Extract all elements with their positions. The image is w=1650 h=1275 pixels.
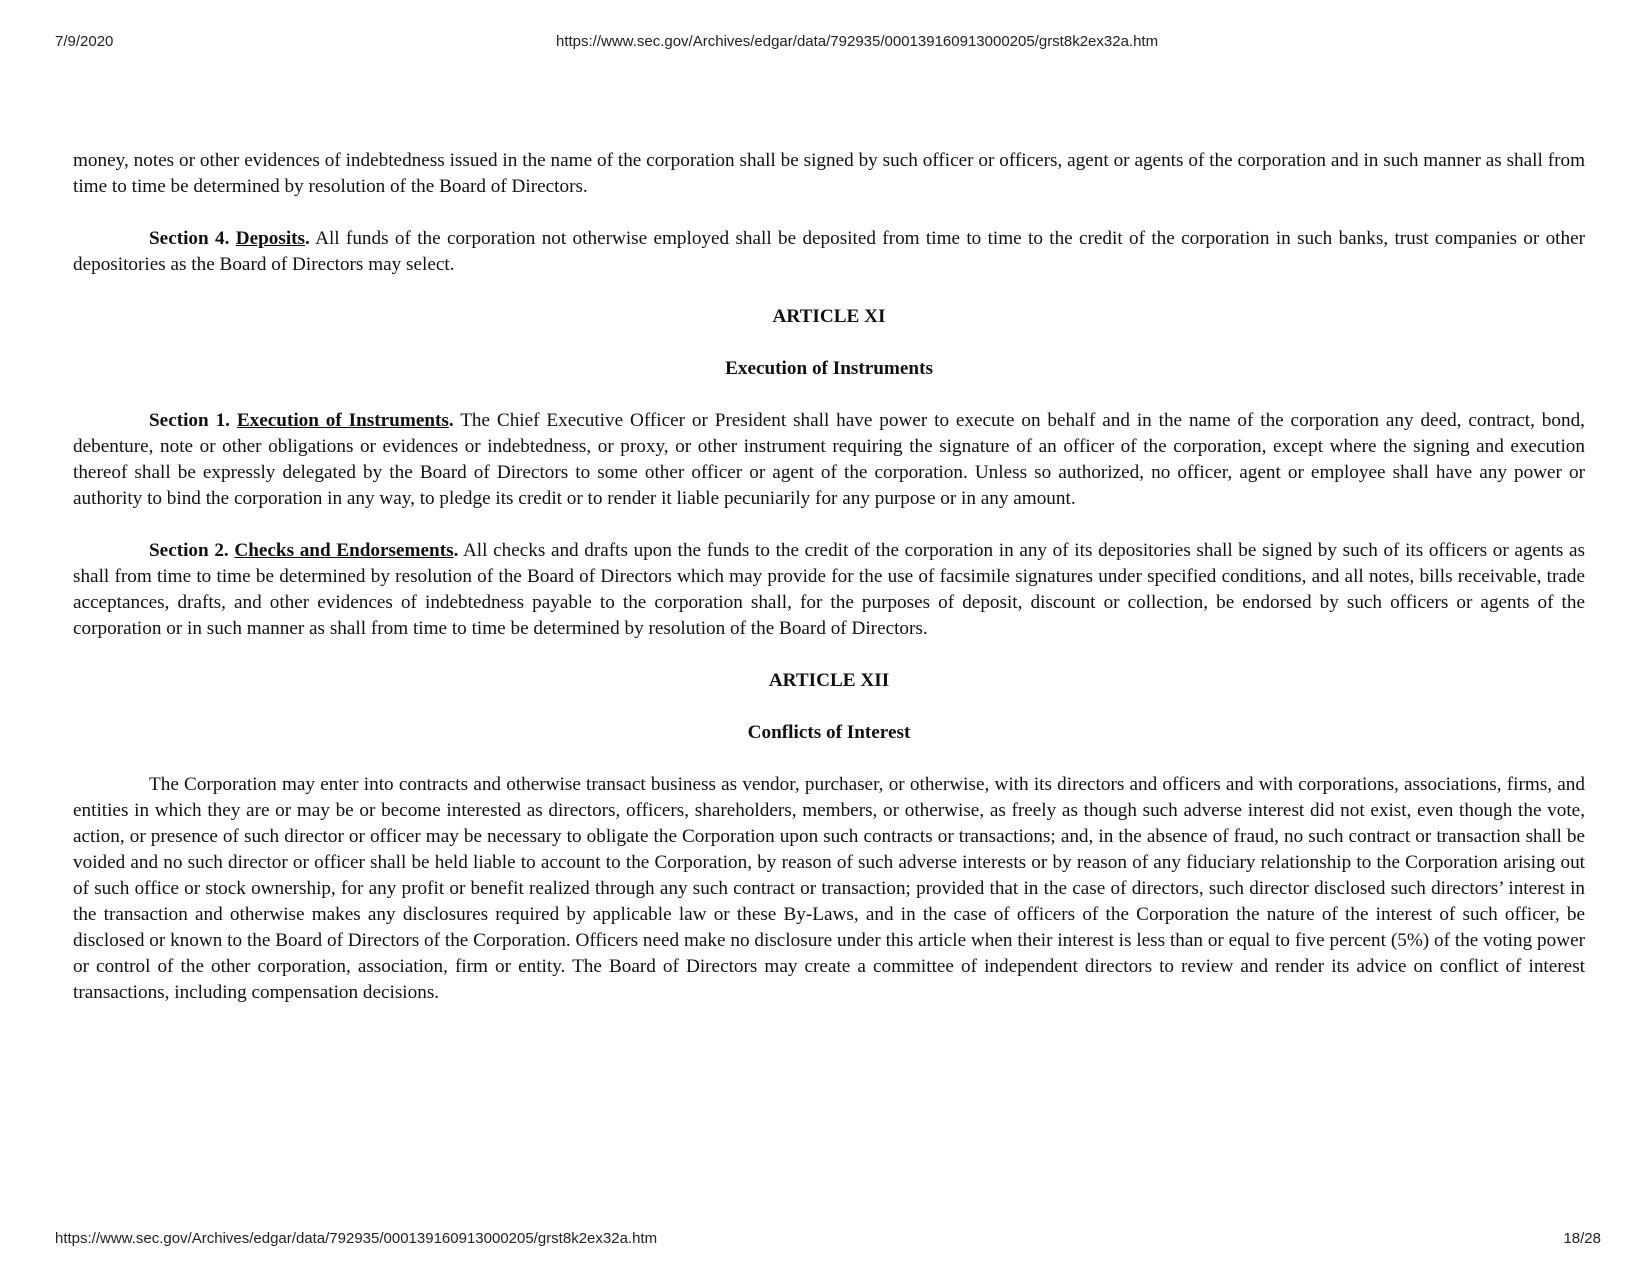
section-text: All funds of the corporation not otherwise employed shall be deposited from time to time to the credit of the corporation in such banks, trust companies or other depositories as the Board of Directors may select. — [73, 228, 1585, 275]
section-4-deposits: Section 4. Deposits. All funds of the corporation not otherwise employed shall be deposited from time to time to the credit of the corporation in such banks, trust companies or other depositories as the Board of Directors may select. — [73, 228, 1585, 275]
page-number: 18/28 — [1563, 1230, 1601, 1247]
section-title: Checks and Endorsements — [234, 540, 454, 561]
print-header — [0, 33, 1650, 53]
section-title: Deposits — [235, 228, 306, 249]
conflicts-paragraph: The Corporation may enter into contracts and otherwise transact business as vendor, purchaser, or otherwise, with its directors and officers and with corporations, associations, firms, and entities in which they are or may be or become interested as directors, officers, shareholders, members, or otherwise, as freely as though such adverse interest did not exist, even though the vote, action, or presence of such director or officer may be necessary to obligate the Corporation upon such contracts or transactions; and, in the absence of fraud, no such contract or transaction shall be voided and no such director or officer shall be held liable to account to the Corporation, by reason of such adverse interests or by reason of any fiduciary relationship to the Corporation arising out of such office or stock ownership, for any profit or benefit realized through any such contract or transaction; provided that in the case of directors, such director disclosed such directors’ interest in the transaction and otherwise makes any disclosures required by applicable law or these By-Laws, and in the case of officers of the Corporation the nature of the interest of such officer, be disclosed or known to the Board of Directors of the Corporation. Officers need make no disclosure under this article when their interest is less than or equal to five percent (5%) of the voting power or control of the other corporation, association, firm or entity. The Board of Directors may create a committee of independent directors to review and render its advice on conflict of interest transactions, including compensation decisions. — [73, 774, 1585, 1003]
continuation-paragraph: money, notes or other evidences of indebtedness issued in the name of the corporation shall be signed by such officer or officers, agent or agents of the corporation and in such manner as shall from time to time be determined by resolution of the Board of Directors. — [73, 150, 1585, 197]
print-footer — [0, 1230, 1650, 1250]
article-xii-heading: ARTICLE XII — [768, 670, 890, 691]
print-footer-url: https://www.sec.gov/Archives/edgar/data/792935/000139160913000205/grst8k2ex32a.htm — [55, 1230, 658, 1247]
section-number: Section 2. — [149, 540, 235, 561]
print-header-url: https://www.sec.gov/Archives/edgar/data/792935/000139160913000205/grst8k2ex32a.htm — [556, 33, 1159, 50]
section-1-execution: Section 1. Execution of Instruments. The Chief Executive Officer or President shall have power to execute on behalf and in the name of the corporation any deed, contract, bond, debenture, note or other obligations or evidences or indebtedness, or proxy, or other instrument requiring the signature of an officer of the corporation, except where the signing and execution thereof shall be expressly delegated by the Board of Directors to some other officer or agent of the corporation. Unless so authorized, no officer, agent or employee shall have any power or authority to bind the corporation in any way, to pledge its credit or to render it liable pecuniarily for any purpose or in any amount. — [73, 410, 1585, 509]
section-number: Section 4. — [149, 228, 236, 249]
section-text: All checks and drafts upon the funds to the credit of the corporation in any of its depositories shall be signed by such of its officers or agents as shall from time to time be determined by resolution of the Board of Directors which may provide for the use of facsimile signatures under specified conditions, and all notes, bills receivable, trade acceptances, drafts, and other evidences of indebtedness payable to the corporation shall, for the purposes of deposit, discount or collection, be endorsed by such officers or agents of the corporation or in such manner as shall from time to time be determined by resolution of the Board of Directors. — [73, 540, 1585, 639]
article-xii-subheading: Conflicts of Interest — [747, 722, 911, 743]
print-date: 7/9/2020 — [55, 33, 114, 50]
document-body — [73, 148, 1585, 1006]
article-xi-subheading: Execution of Instruments — [725, 358, 933, 379]
article-xi-heading: ARTICLE XI — [772, 306, 886, 327]
section-title: Execution of Instruments — [236, 410, 449, 431]
section-2-checks: Section 2. Checks and Endorsements. All checks and drafts upon the funds to the credit of the corporation in any of its depositories shall be signed by such of its officers or agents as shall from time to time be determined by resolution of the Board of Directors which may provide for the use of facsimile signatures under specified conditions, and all notes, bills receivable, trade acceptances, drafts, and other evidences of indebtedness payable to the corporation shall, for the purposes of deposit, discount or collection, be endorsed by such officers or agents of the corporation or in such manner as shall from time to time be determined by resolution of the Board of Directors. — [73, 540, 1585, 639]
section-text: The Chief Executive Officer or President shall have power to execute on behalf and in the name of the corporation any deed, contract, bond, debenture, note or other obligations or evidences or indebtedness, or proxy, or other instrument requiring the signature of an officer of the corporation, except where the signing and execution thereof shall be expressly delegated by the Board of Directors to some other officer or agent of the corporation. Unless so authorized, no officer, agent or employee shall have any power or authority to bind the corporation in any way, to pledge its credit or to render it liable pecuniarily for any purpose or in any amount. — [73, 410, 1585, 509]
section-number: Section 1. — [149, 410, 237, 431]
